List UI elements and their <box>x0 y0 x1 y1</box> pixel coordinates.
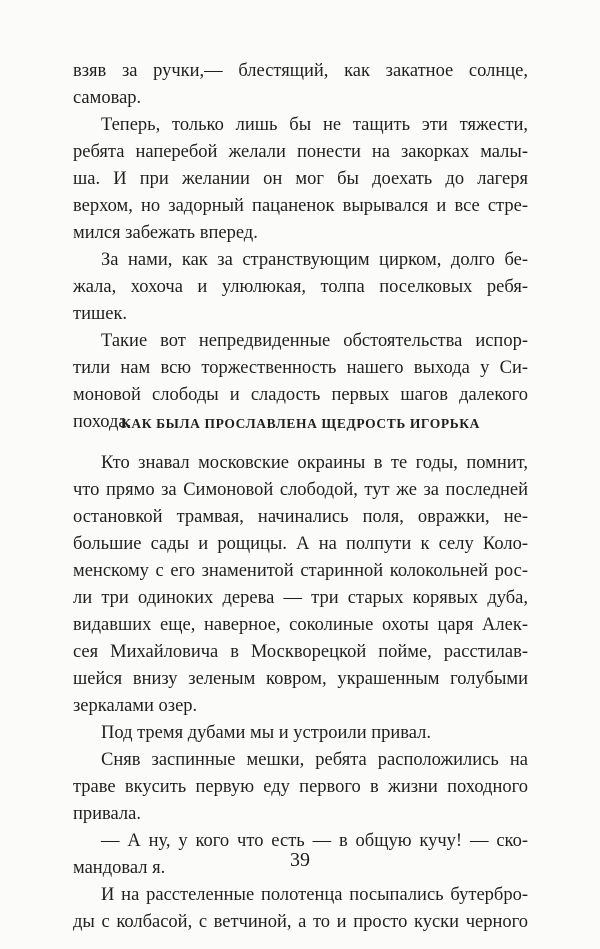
text-line: жала, хохоча и улюлюкая, толпа поселковых ребя- <box>73 277 528 297</box>
text-line: Теперь, только лишь бы не тащить эти тяжести, <box>101 115 528 135</box>
text-line: большие сады и рощицы. А на полпути к селу Коло- <box>73 534 528 554</box>
text-line: что прямо за Симоновой слободой, тут же за последней <box>73 480 528 500</box>
text-line: привала. <box>73 804 141 824</box>
text-line: За нами, как за странствующим цирком, долго бе- <box>101 250 528 270</box>
text-line: похода. <box>73 412 132 432</box>
text-line: мандовал я. <box>73 858 166 878</box>
text-line: траве вкусить первую еду первого в жизни походного <box>73 777 528 797</box>
text-line: сея Михайловича в Москворецкой пойме, расстилав- <box>73 642 528 662</box>
chapter-heading: КАК БЫЛА ПРОСЛАВЛЕНА ЩЕДРОСТЬ ИГОРЬКА <box>121 416 480 431</box>
text-line: Кто знавал московские окраины в те годы, помнит, <box>101 453 528 473</box>
text-line: Под тремя дубами мы и устроили привал. <box>101 723 431 743</box>
text-line: И на расстеленные полотенца посыпались бутербро- <box>101 885 528 905</box>
text-line: тили нам всю торжественность нашего выхода у Си- <box>73 358 528 378</box>
text-line: шейся внизу зеленым ковром, украшенным голубыми <box>73 669 528 689</box>
text-line: — А ну, у кого что есть — в общую кучу! — ско- <box>101 831 528 851</box>
text-line: зеркалами озер. <box>73 696 198 716</box>
text-line: взяв за ручки,— блестящий, как закатное солнце, <box>73 61 528 81</box>
text-line: ребята наперебой желали понести на закорках малы- <box>73 142 528 162</box>
text-line: видавших еще, наверное, соколиные охоты царя Алек- <box>73 615 528 635</box>
text-line: тишек. <box>73 304 128 324</box>
text-line: ша. И при желании он мог бы доехать до лагеря <box>73 169 528 189</box>
text-line: ли три одиноких дерева — три старых корявых дуба, <box>73 588 528 608</box>
text-line: менскому с его знаменитой старинной колокольней рос- <box>73 561 528 581</box>
text-line: остановкой трамвая, начинались поля, овражки, не- <box>73 507 528 527</box>
page-number: 39 <box>290 849 310 871</box>
text-line: мился забежать вперед. <box>73 223 258 243</box>
text-line: верхом, но задорный пацаненок вырывался и все стре- <box>73 196 528 216</box>
text-line: моновой слободы и сладость первых шагов далекого <box>73 385 528 405</box>
text-line: ды с колбасой, с ветчиной, а то и просто куски черного <box>73 912 528 932</box>
top-text-block <box>73 58 528 436</box>
text-line: Такие вот непредвиденные обстоятельства испор- <box>101 331 528 351</box>
text-line: Сняв заспинные мешки, ребята расположились на <box>101 750 528 770</box>
text-line: самовар. <box>73 88 142 108</box>
